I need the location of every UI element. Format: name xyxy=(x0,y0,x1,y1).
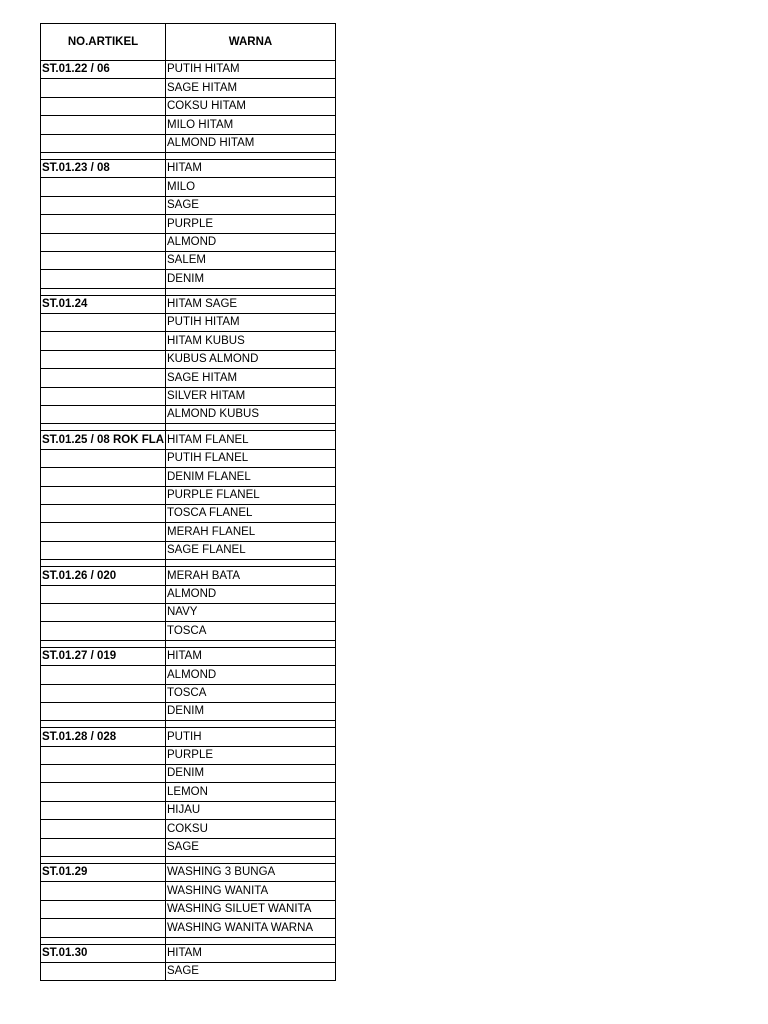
group-spacer-row xyxy=(41,560,336,567)
color-cell: MERAH FLANEL xyxy=(166,523,336,541)
spacer-cell xyxy=(41,937,166,944)
table-row xyxy=(41,746,336,764)
article-number-cell xyxy=(41,962,166,980)
table-row xyxy=(41,919,336,937)
table-row xyxy=(41,838,336,856)
table-row xyxy=(41,585,336,603)
color-cell: COKSU HITAM xyxy=(166,97,336,115)
table-row xyxy=(41,196,336,214)
color-cell: NAVY xyxy=(166,603,336,621)
color-cell: PURPLE xyxy=(166,746,336,764)
article-number-cell xyxy=(41,449,166,467)
table-row xyxy=(41,765,336,783)
color-cell: HITAM xyxy=(166,944,336,962)
color-cell: SAGE HITAM xyxy=(166,79,336,97)
table-row xyxy=(41,864,336,882)
table-row xyxy=(41,900,336,918)
table-row xyxy=(41,702,336,720)
article-number-cell xyxy=(41,486,166,504)
article-number-cell xyxy=(41,684,166,702)
article-number-cell: ST.01.23 / 08 xyxy=(41,159,166,177)
article-number-cell xyxy=(41,900,166,918)
spacer-cell xyxy=(41,152,166,159)
table-row xyxy=(41,728,336,746)
color-cell: PUTIH HITAM xyxy=(166,61,336,79)
table-row xyxy=(41,449,336,467)
article-number-cell xyxy=(41,270,166,288)
table-row xyxy=(41,603,336,621)
table-row xyxy=(41,647,336,665)
color-cell: WASHING WANITA xyxy=(166,882,336,900)
color-cell: WASHING SILUET WANITA xyxy=(166,900,336,918)
group-spacer-row xyxy=(41,640,336,647)
color-cell: ALMOND xyxy=(166,666,336,684)
article-number-cell xyxy=(41,332,166,350)
table-row xyxy=(41,350,336,368)
spacer-cell xyxy=(41,424,166,431)
article-number-cell xyxy=(41,666,166,684)
color-cell: ALMOND KUBUS xyxy=(166,406,336,424)
color-cell: SILVER HITAM xyxy=(166,387,336,405)
article-number-cell xyxy=(41,178,166,196)
article-number-cell xyxy=(41,97,166,115)
color-cell: PURPLE FLANEL xyxy=(166,486,336,504)
article-number-cell xyxy=(41,387,166,405)
article-number-cell xyxy=(41,523,166,541)
spacer-cell xyxy=(41,560,166,567)
table-row xyxy=(41,567,336,585)
table-row xyxy=(41,295,336,313)
spacer-cell xyxy=(166,424,336,431)
article-number-cell: ST.01.26 / 020 xyxy=(41,567,166,585)
color-cell: KUBUS ALMOND xyxy=(166,350,336,368)
table-body xyxy=(41,61,336,981)
color-cell: DENIM xyxy=(166,765,336,783)
table-row xyxy=(41,801,336,819)
group-spacer-row xyxy=(41,937,336,944)
article-number-cell xyxy=(41,215,166,233)
article-number-cell xyxy=(41,116,166,134)
table-row xyxy=(41,178,336,196)
table-row xyxy=(41,684,336,702)
color-cell: SAGE xyxy=(166,196,336,214)
color-cell: PURPLE xyxy=(166,215,336,233)
color-cell: SAGE xyxy=(166,962,336,980)
article-number-cell xyxy=(41,765,166,783)
group-spacer-row xyxy=(41,857,336,864)
table-row xyxy=(41,666,336,684)
table-row xyxy=(41,882,336,900)
group-spacer-row xyxy=(41,721,336,728)
table-row xyxy=(41,468,336,486)
color-cell: PUTIH xyxy=(166,728,336,746)
header-article-number: NO.ARTIKEL xyxy=(41,24,166,61)
color-cell: WASHING 3 BUNGA xyxy=(166,864,336,882)
article-number-cell xyxy=(41,504,166,522)
color-cell: MERAH BATA xyxy=(166,567,336,585)
article-number-cell: ST.01.29 xyxy=(41,864,166,882)
table-row xyxy=(41,215,336,233)
article-number-cell xyxy=(41,350,166,368)
table-row xyxy=(41,233,336,251)
color-cell: TOSCA xyxy=(166,684,336,702)
article-number-cell xyxy=(41,919,166,937)
table-row xyxy=(41,61,336,79)
color-cell: SAGE FLANEL xyxy=(166,541,336,559)
color-cell: MILO HITAM xyxy=(166,116,336,134)
color-cell: TOSCA FLANEL xyxy=(166,504,336,522)
table-row xyxy=(41,134,336,152)
article-number-cell: ST.01.28 / 028 xyxy=(41,728,166,746)
table-row xyxy=(41,622,336,640)
table-row xyxy=(41,504,336,522)
table-row xyxy=(41,962,336,980)
table-row xyxy=(41,431,336,449)
color-cell: HITAM SAGE xyxy=(166,295,336,313)
table-header xyxy=(41,24,336,61)
article-number-cell: ST.01.24 xyxy=(41,295,166,313)
article-number-cell xyxy=(41,746,166,764)
color-cell: COKSU xyxy=(166,820,336,838)
group-spacer-row xyxy=(41,152,336,159)
table-row xyxy=(41,116,336,134)
article-number-cell xyxy=(41,702,166,720)
article-number-cell: ST.01.30 xyxy=(41,944,166,962)
article-number-cell xyxy=(41,79,166,97)
table-row xyxy=(41,270,336,288)
article-number-cell xyxy=(41,585,166,603)
color-cell: DENIM xyxy=(166,702,336,720)
color-cell: MILO xyxy=(166,178,336,196)
spacer-cell xyxy=(166,640,336,647)
color-cell: DENIM xyxy=(166,270,336,288)
article-number-cell xyxy=(41,196,166,214)
spacer-cell xyxy=(41,857,166,864)
spacer-cell xyxy=(41,288,166,295)
article-number-cell xyxy=(41,251,166,269)
article-number-cell xyxy=(41,838,166,856)
color-cell: ALMOND HITAM xyxy=(166,134,336,152)
article-number-cell: ST.01.25 / 08 ROK FLA xyxy=(41,431,166,449)
group-spacer-row xyxy=(41,424,336,431)
table-row xyxy=(41,541,336,559)
article-number-cell xyxy=(41,134,166,152)
spacer-cell xyxy=(166,721,336,728)
table-row xyxy=(41,820,336,838)
article-number-cell xyxy=(41,233,166,251)
group-spacer-row xyxy=(41,288,336,295)
color-cell: ALMOND xyxy=(166,585,336,603)
color-cell: LEMON xyxy=(166,783,336,801)
article-number-cell xyxy=(41,801,166,819)
table-row xyxy=(41,332,336,350)
table-row xyxy=(41,159,336,177)
spacer-cell xyxy=(41,640,166,647)
article-number-cell xyxy=(41,882,166,900)
table-row xyxy=(41,523,336,541)
spacer-cell xyxy=(41,721,166,728)
color-cell: WASHING WANITA WARNA xyxy=(166,919,336,937)
color-cell: SAGE xyxy=(166,838,336,856)
article-number-cell xyxy=(41,541,166,559)
color-cell: HITAM FLANEL xyxy=(166,431,336,449)
article-number-cell xyxy=(41,369,166,387)
article-number-cell xyxy=(41,603,166,621)
spacer-cell xyxy=(166,152,336,159)
table-row xyxy=(41,486,336,504)
color-cell: PUTIH HITAM xyxy=(166,314,336,332)
color-cell: DENIM FLANEL xyxy=(166,468,336,486)
color-cell: SAGE HITAM xyxy=(166,369,336,387)
article-number-cell: ST.01.22 / 06 xyxy=(41,61,166,79)
table-row xyxy=(41,97,336,115)
article-number-cell xyxy=(41,406,166,424)
color-cell: ALMOND xyxy=(166,233,336,251)
table-row xyxy=(41,314,336,332)
article-number-cell xyxy=(41,468,166,486)
header-color: WARNA xyxy=(166,24,336,61)
article-number-cell xyxy=(41,783,166,801)
color-cell: HITAM KUBUS xyxy=(166,332,336,350)
article-number-cell: ST.01.27 / 019 xyxy=(41,647,166,665)
table-row xyxy=(41,251,336,269)
table-row xyxy=(41,783,336,801)
table-row xyxy=(41,944,336,962)
spacer-cell xyxy=(166,288,336,295)
color-cell: HITAM xyxy=(166,159,336,177)
spacer-cell xyxy=(166,937,336,944)
table-row xyxy=(41,369,336,387)
header-row xyxy=(41,24,336,61)
article-number-cell xyxy=(41,820,166,838)
spacer-cell xyxy=(166,857,336,864)
color-cell: HITAM xyxy=(166,647,336,665)
article-number-cell xyxy=(41,622,166,640)
table-row xyxy=(41,406,336,424)
table-row xyxy=(41,79,336,97)
table-row xyxy=(41,387,336,405)
color-cell: HIJAU xyxy=(166,801,336,819)
color-cell: SALEM xyxy=(166,251,336,269)
article-color-table xyxy=(40,23,336,981)
color-cell: TOSCA xyxy=(166,622,336,640)
color-cell: PUTIH FLANEL xyxy=(166,449,336,467)
spacer-cell xyxy=(166,560,336,567)
article-number-cell xyxy=(41,314,166,332)
